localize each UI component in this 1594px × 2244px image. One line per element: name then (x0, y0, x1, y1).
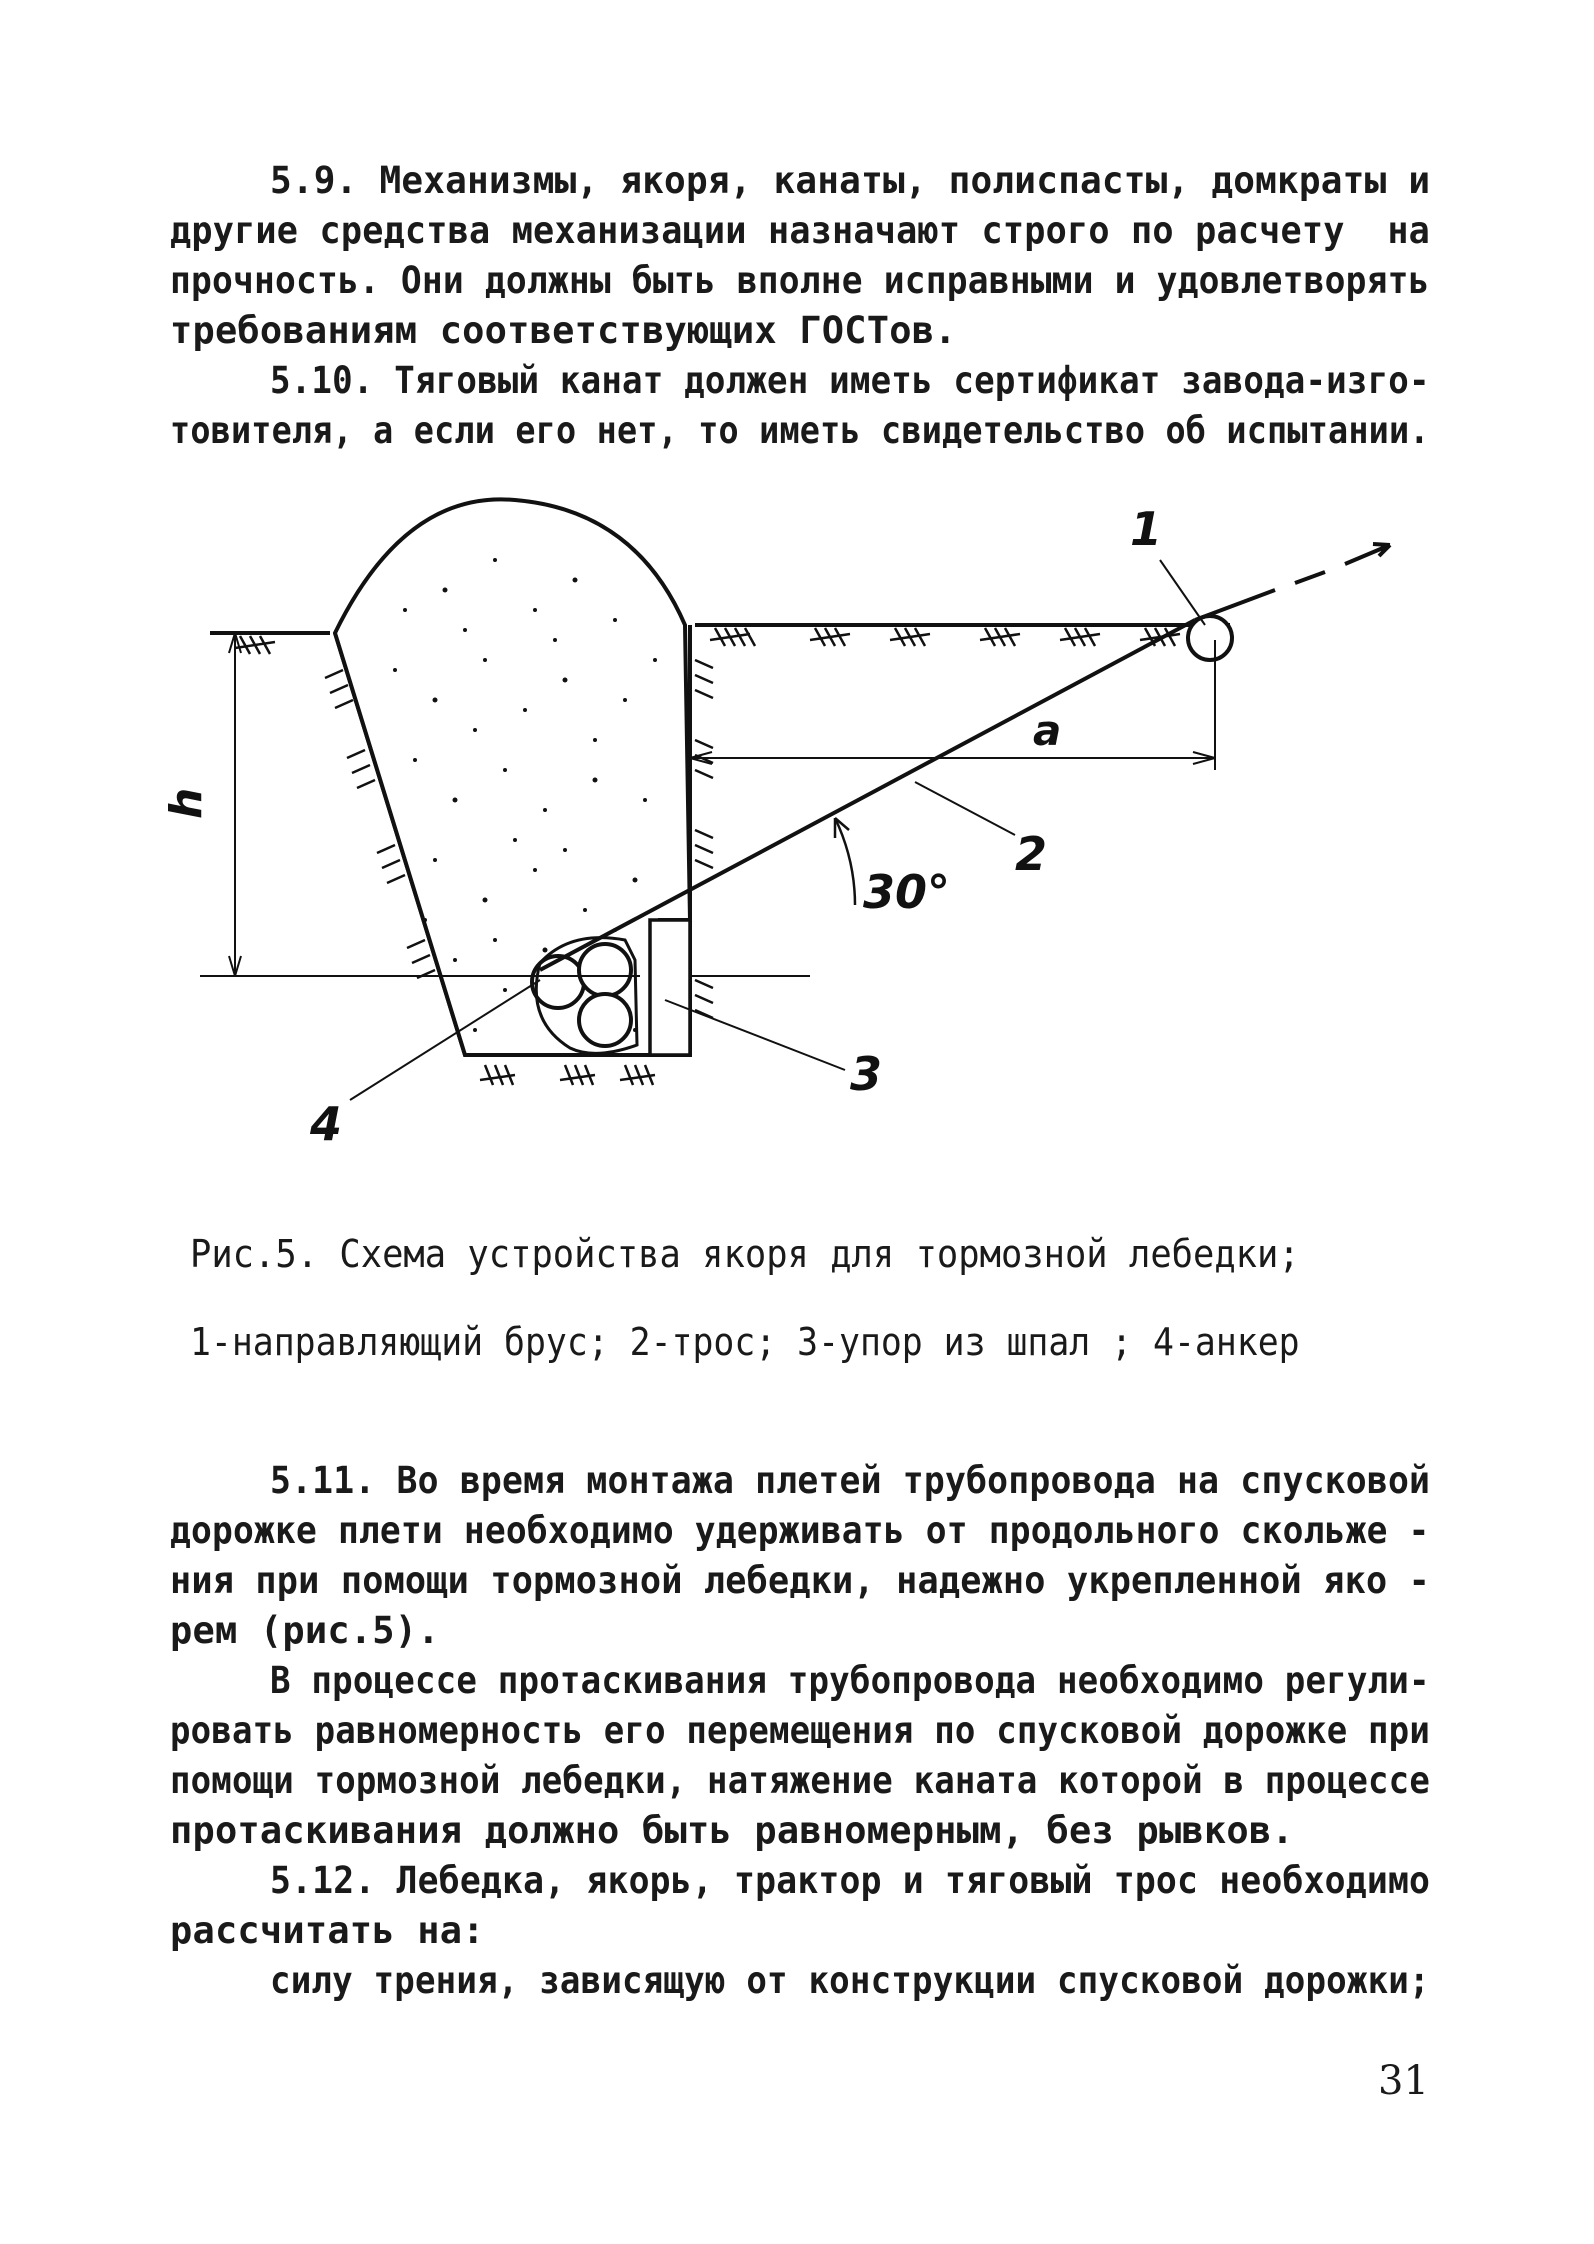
figure-caption: Рис.5. Схема устройства якоря для тормозной лебедки; (190, 1232, 1300, 1276)
label-angle: 30° (863, 865, 951, 919)
p59-line-4: требованиям соответствующих ГОСТов. (170, 309, 957, 352)
p59-line-3: прочность. Они должны быть вполне исправными и удовлетворять (170, 259, 1430, 302)
label-3: 3 (850, 1047, 883, 1101)
label-1: 1 (1130, 502, 1163, 556)
p59-line-2: другие средства механизации назначают строго по расчету на (170, 209, 1431, 252)
cable-dash (1295, 572, 1325, 583)
p511-line-4: рем (рис.5). (170, 1609, 440, 1652)
label-h: h (161, 787, 212, 819)
process-line-1: В процессе протаскивания трубопровода необходимо регули- (270, 1659, 1430, 1702)
ground-hatch-right (710, 628, 1180, 646)
p512-line-2: рассчитать на: (170, 1909, 485, 1952)
p511-line-2: дорожке плети необходимо удерживать от продольного скольже - (170, 1509, 1430, 1552)
label-a: a (1033, 706, 1062, 755)
anchor-diagram (161, 500, 1450, 1151)
p510-line-1: 5.10. Тяговый канат должен иметь сертификат завода-изго- (270, 359, 1430, 402)
process-line-2: ровать равномерность его перемещения по спусковой дорожке при (170, 1709, 1430, 1752)
process-line-3: помощи тормозной лебедки, натяжение каната которой в процессе (170, 1759, 1430, 1802)
p512-line-3: силу трения, зависящую от конструкции спусковой дорожки; (270, 1959, 1430, 2002)
p512-line-1: 5.12. Лебедка, якорь, трактор и тяговый трос необходимо (270, 1859, 1431, 1902)
p511-line-3: ния при помощи тормозной лебедки, надежно укрепленной яко - (170, 1559, 1431, 1602)
leader-2 (915, 782, 1015, 835)
p59-line-1: 5.9. Механизмы, якоря, канаты, полиспасты, домкраты и (270, 159, 1431, 202)
leader-1 (1160, 560, 1205, 625)
page-number: 31 (1378, 2058, 1429, 2104)
p510-line-2: товителя, а если его нет, то иметь свидетельство об испытании. (170, 409, 1430, 452)
angle-arc (835, 818, 855, 905)
cable-arrow (1345, 544, 1390, 564)
label-4: 4 (310, 1097, 343, 1151)
cable-continuation (1195, 590, 1275, 620)
process-line-4: протаскивания должно быть равномерным, без рывков. (170, 1809, 1294, 1852)
figure-legend: 1-направляющий брус; 2-трос; 3-упор из шпал ; 4-анкер (190, 1320, 1300, 1364)
guide-beam (1188, 616, 1232, 660)
label-2: 2 (1015, 827, 1048, 881)
sleeper-stop (650, 920, 690, 1055)
p511-line-1: 5.11. Во время монтажа плетей трубопровода на спусковой (270, 1459, 1431, 1502)
